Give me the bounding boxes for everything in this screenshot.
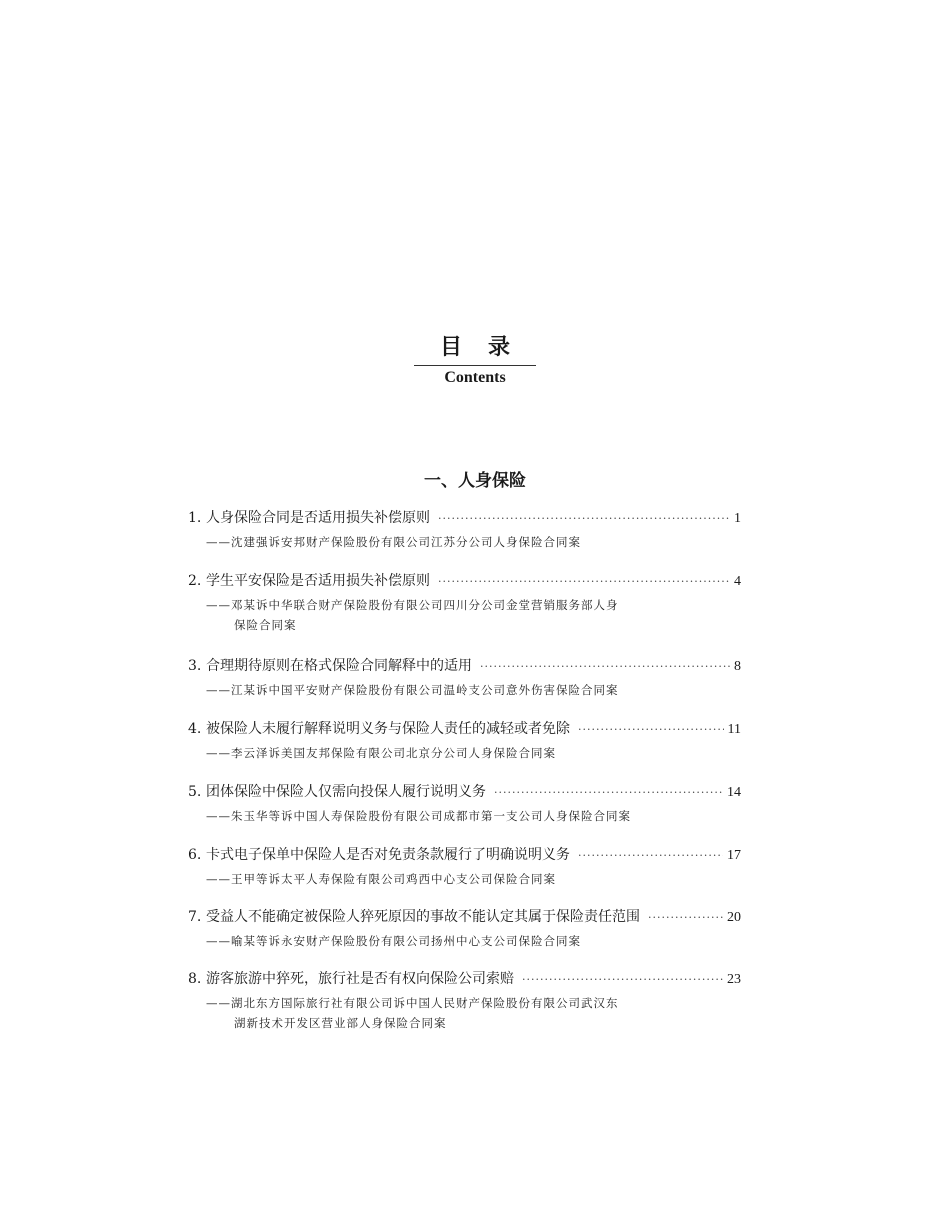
case-name-line: ——王甲等诉太平人寿保险有限公司鸡西中心支公司保险合同案 [206, 872, 556, 886]
entry-page-number[interactable]: 20 [727, 910, 741, 925]
entry-number: 4. [188, 721, 202, 737]
dot-leader [522, 970, 723, 990]
entry-title[interactable]: 学生平安保险是否适用损失补偿原则 [206, 573, 430, 589]
entry-number: 6. [188, 847, 202, 863]
entry-number: 1. [188, 510, 202, 526]
entry-page-number[interactable]: 23 [727, 972, 741, 987]
entry-title[interactable]: 卡式电子保单中保险人是否对免责条款履行了明确说明义务 [206, 847, 570, 863]
entry-case-name [188, 931, 741, 951]
page-title: 目录 [439, 334, 536, 360]
entry-page-number[interactable]: 14 [727, 785, 741, 800]
entry-title[interactable]: 合理期待原则在格式保险合同解释中的适用 [206, 658, 472, 674]
entry-page-number[interactable]: 17 [727, 848, 741, 863]
entry-number: 2. [188, 573, 202, 589]
case-name-line: ——江某诉中国平安财产保险股份有限公司温岭支公司意外伤害保险合同案 [206, 683, 619, 697]
dot-leader [494, 783, 723, 803]
entry-page-number[interactable]: 1 [734, 511, 741, 526]
entry-number: 5. [188, 784, 202, 800]
entry-case-name [188, 869, 741, 889]
toc-entry[interactable] [188, 508, 741, 552]
toc-entry[interactable] [188, 782, 741, 826]
title-divider [414, 365, 536, 366]
case-name-line: ——湖北东方国际旅行社有限公司诉中国人民财产保险股份有限公司武汉东 [206, 996, 619, 1010]
toc-header [0, 332, 950, 387]
entry-title[interactable]: 人身保险合同是否适用损失补偿原则 [206, 510, 430, 526]
toc-entry[interactable] [188, 845, 741, 889]
entry-page-number[interactable]: 8 [734, 659, 741, 674]
toc-entry[interactable] [188, 571, 741, 635]
entry-number: 8. [188, 971, 202, 987]
toc-entry[interactable] [188, 719, 741, 763]
toc-entry[interactable] [188, 656, 741, 700]
dot-leader [438, 572, 730, 592]
entry-number: 3. [188, 658, 202, 674]
entry-title[interactable]: 团体保险中保险人仅需向投保人履行说明义务 [206, 784, 486, 800]
entry-case-name [188, 806, 741, 826]
dot-leader [480, 657, 730, 677]
section-heading: 一、人身保险 [424, 471, 526, 491]
toc-entry[interactable] [188, 907, 741, 951]
entry-title[interactable]: 受益人不能确定被保险人猝死原因的事故不能认定其属于保险责任范围 [206, 909, 640, 925]
case-name-line-continued: 湖新技术开发区营业部人身保险合同案 [234, 1016, 447, 1030]
page-subtitle: Contents [444, 369, 506, 386]
entry-case-name [188, 532, 741, 552]
case-name-line: ——邓某诉中华联合财产保险股份有限公司四川分公司金堂营销服务部人身 [206, 598, 619, 612]
dot-leader [578, 720, 724, 740]
entry-number: 7. [188, 909, 202, 925]
entry-case-name [188, 743, 741, 763]
case-name-line-continued: 保险合同案 [234, 618, 297, 632]
entry-case-name [188, 595, 741, 635]
entry-page-number[interactable]: 11 [727, 722, 741, 737]
entry-title[interactable]: 被保险人未履行解释说明义务与保险人责任的减轻或者免除 [206, 721, 570, 737]
entry-page-number[interactable]: 4 [734, 574, 741, 589]
entry-case-name [188, 993, 741, 1033]
case-name-line: ——朱玉华等诉中国人寿保险股份有限公司成都市第一支公司人身保险合同案 [206, 809, 631, 823]
entry-title[interactable]: 游客旅游中猝死，旅行社是否有权向保险公司索赔 [206, 971, 514, 987]
entry-case-name [188, 680, 741, 700]
case-name-line: ——李云泽诉美国友邦保险有限公司北京分公司人身保险合同案 [206, 746, 556, 760]
dot-leader [648, 908, 723, 928]
case-name-line: ——沈建强诉安邦财产保险股份有限公司江苏分公司人身保险合同案 [206, 535, 581, 549]
toc-entry[interactable] [188, 969, 741, 1033]
dot-leader [438, 509, 730, 529]
dot-leader [578, 846, 723, 866]
case-name-line: ——喻某等诉永安财产保险股份有限公司扬州中心支公司保险合同案 [206, 934, 581, 948]
